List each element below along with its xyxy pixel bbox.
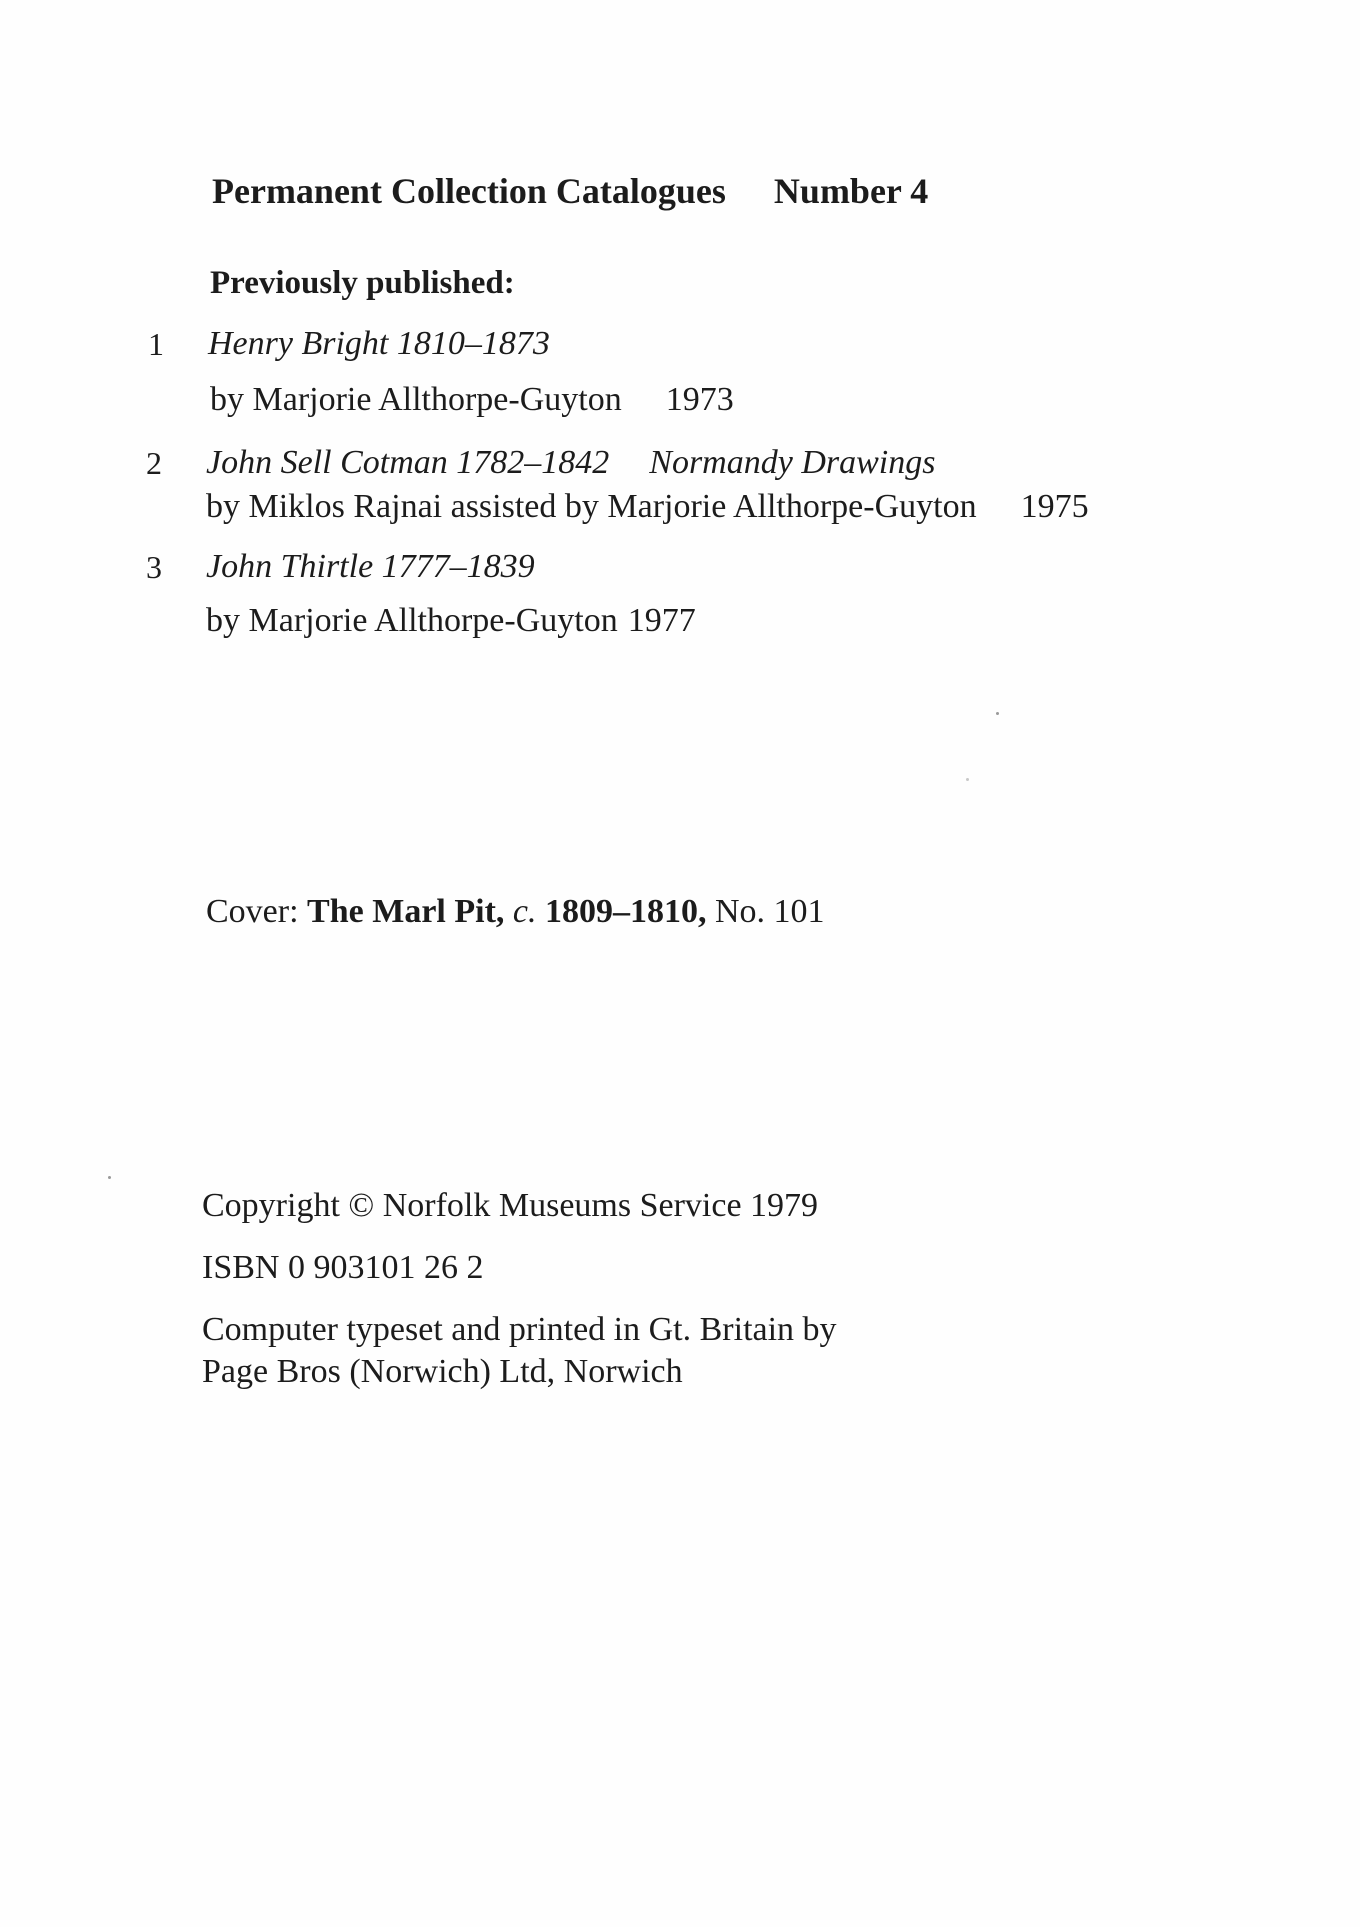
item-year: 1977 <box>627 602 696 639</box>
item-byline-row <box>206 487 1089 527</box>
scan-speck <box>996 712 999 715</box>
cover-label: Cover: <box>206 893 299 930</box>
printer-line-2: Page Bros (Norwich) Ltd, Norwich <box>202 1353 683 1390</box>
item-byline: by Miklos Rajnai assisted by Marjorie Allthorpe-Guyton <box>206 488 977 525</box>
item-subtitle: Normandy Drawings <box>649 444 936 481</box>
item-byline: by Marjorie Allthorpe-Guyton <box>210 381 622 418</box>
item-title-row <box>206 443 935 483</box>
copyright-line: Copyright © Norfolk Museums Service 1979 <box>202 1187 819 1224</box>
scan-speck <box>108 1176 111 1179</box>
printer-line-1: Computer typeset and printed in Gt. Britain by <box>202 1311 837 1348</box>
cover-credit <box>206 892 825 932</box>
series-name: Permanent Collection Catalogues <box>212 171 726 211</box>
item-title: John Sell Cotman 1782–1842 <box>206 444 610 481</box>
item-year: 1975 <box>1020 488 1089 525</box>
cover-title: The Marl Pit, <box>307 893 505 930</box>
item-title: Henry Bright 1810–1873 <box>208 325 550 362</box>
previously-published-heading: Previously published: <box>210 265 515 301</box>
scan-speck <box>966 778 969 781</box>
cover-circa: c. <box>512 893 537 930</box>
item-index: 1 <box>148 326 164 362</box>
series-number: Number 4 <box>773 171 929 211</box>
cover-number: No. 101 <box>714 893 825 930</box>
isbn-line: ISBN 0 903101 26 2 <box>202 1249 484 1286</box>
series-title <box>212 171 928 211</box>
cover-dates: 1809–1810, <box>544 893 707 930</box>
item-byline-row <box>206 601 696 641</box>
item-title: John Thirtle 1777–1839 <box>206 548 535 585</box>
item-byline-row <box>210 380 734 420</box>
item-index: 3 <box>146 549 162 585</box>
item-index: 2 <box>146 445 162 481</box>
item-byline: by Marjorie Allthorpe-Guyton <box>206 602 618 639</box>
item-year: 1973 <box>665 381 734 418</box>
